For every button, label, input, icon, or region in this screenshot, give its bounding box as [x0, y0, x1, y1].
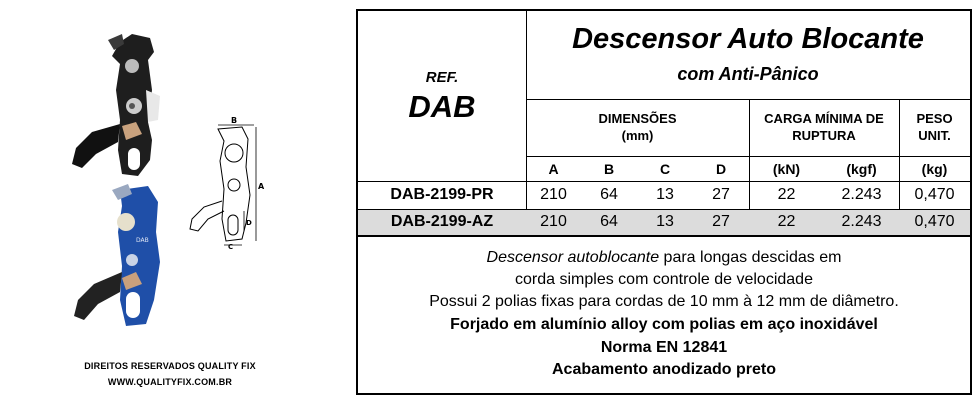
product-images-panel [0, 0, 356, 404]
table-cell: 0,470 [914, 186, 955, 203]
description-line-2: corda simples com controle de velocidade [515, 271, 813, 288]
blue-descender-image [62, 182, 172, 332]
table-cell: 0,470 [914, 213, 955, 230]
unit-kn: (kN) [772, 161, 801, 177]
table-row-code: DAB-2199-PR [390, 186, 494, 203]
description-line-5: Norma EN 12841 [600, 339, 728, 356]
table-row-code: DAB-2199-AZ [390, 213, 494, 230]
dimension-label-d: D [246, 219, 252, 227]
load-header: CARGA MÍNIMA DE RUPTURA [764, 111, 884, 143]
table-cell: 13 [656, 186, 674, 203]
description-line-4: Forjado em alumínio alloy com polias em aço inoxidável [450, 316, 878, 333]
table-cell: 2.243 [841, 213, 882, 230]
unit-a: A [548, 161, 559, 177]
dimension-label-a: A [258, 182, 265, 191]
description-line-3: Possui 2 polias fixas para cordas de 10 mm à 12 mm de diâmetro. [429, 293, 899, 310]
copyright-line: DIREITOS RESERVADOS QUALITY FIX [84, 361, 256, 371]
description-line-1: Descensor autoblocante para longas descidas em [486, 249, 842, 266]
table-cell: 64 [600, 213, 618, 230]
black-descender-image [62, 30, 162, 180]
weight-header: PESO UNIT. [916, 111, 953, 143]
ref-code: DAB [408, 89, 476, 124]
unit-b: B [603, 161, 615, 177]
table-cell: 2.243 [841, 186, 882, 203]
svg-text:DAB: DAB [136, 237, 149, 244]
table-cell: 27 [712, 186, 730, 203]
website-line: WWW.QUALITYFIX.COM.BR [107, 377, 233, 387]
unit-d: D [715, 161, 727, 177]
product-title: Descensor Auto Blocante [572, 23, 924, 55]
dimension-label-c: C [228, 243, 234, 250]
table-cell: 13 [656, 213, 674, 230]
table-cell: 22 [777, 213, 796, 230]
ref-label: REF. [425, 69, 459, 86]
table-cell: 27 [712, 213, 730, 230]
unit-kgf: (kgf) [846, 161, 877, 177]
product-spec-card [356, 9, 972, 395]
unit-c: C [659, 161, 671, 177]
table-cell: 22 [777, 186, 796, 203]
product-subtitle: com Anti-Pânico [677, 64, 819, 84]
table-cell: 210 [540, 186, 567, 203]
table-cell: 64 [600, 186, 618, 203]
description-line-6: Acabamento anodizado preto [551, 361, 777, 378]
dimension-label-b: B [230, 116, 238, 125]
dimension-diagram [176, 115, 276, 250]
unit-kg: (kg) [921, 161, 948, 177]
table-cell: 210 [540, 213, 567, 230]
dimensions-header: DIMENSÕES (mm) [598, 111, 677, 143]
